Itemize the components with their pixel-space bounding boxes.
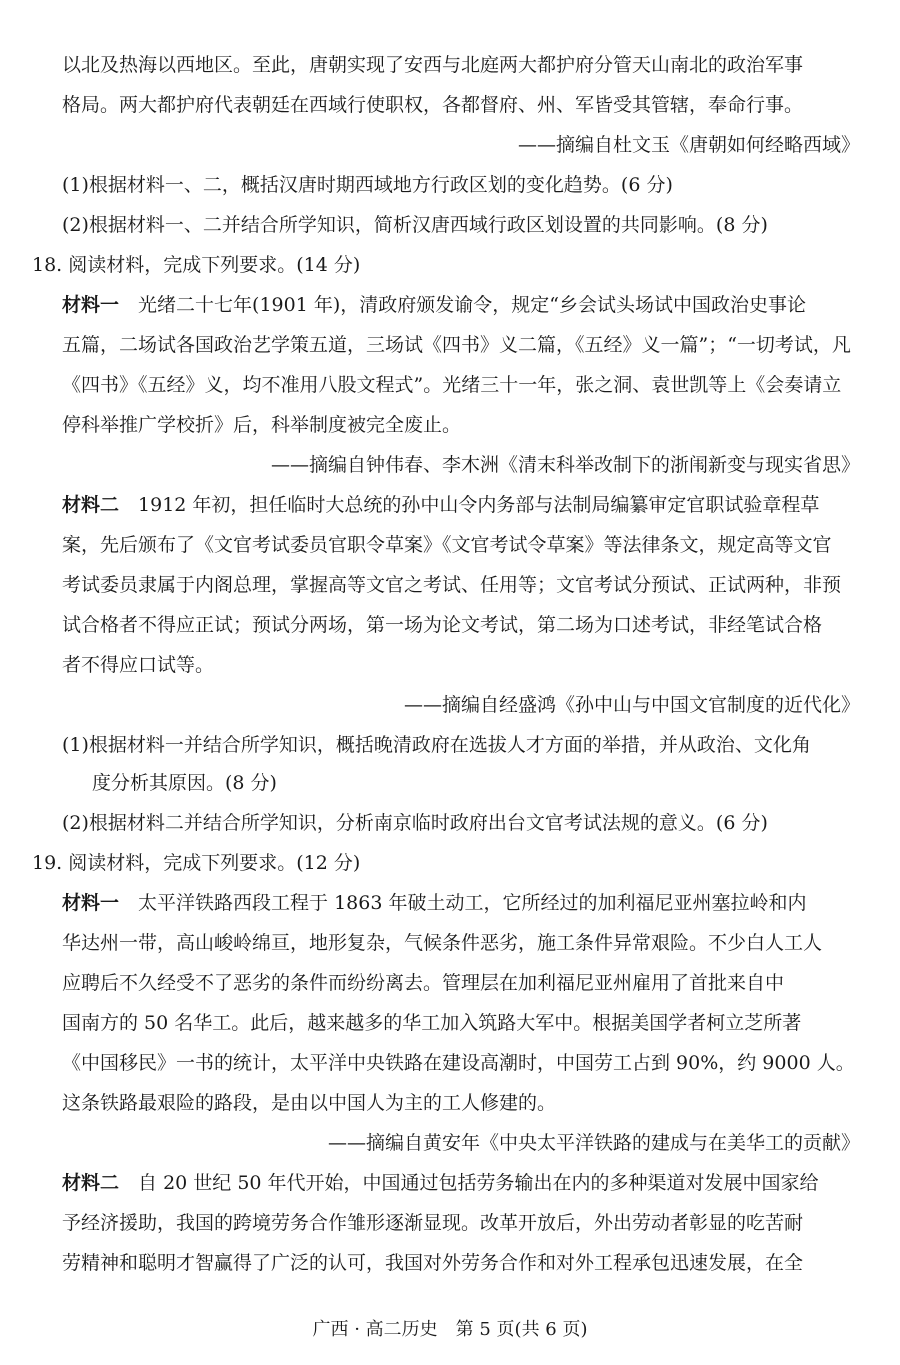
q19-m2-text-1: 自 20 世纪 50 年代开始，中国通过包括劳务输出在内的多种渠道对发展中国家给 <box>138 1172 819 1194</box>
q18-m2-line-4: 试合格者不得应正试；预试分两场，第一场为论文考试，第二场为口述考试，非经笔试合格 <box>62 614 823 636</box>
q18-sub1-line-1: (1)根据材料一并结合所学知识，概括晚清政府在选拔人才方面的举措，并从政治、文化角 <box>62 734 811 756</box>
q18-m1-line-3: 《四书》《五经》义，均不准用八股文程式”。光绪三十一年，张之洞、袁世凯等上《会奏请立 <box>62 374 842 396</box>
q18-m1-source: ——摘编自钟伟春、李木洲《清末科举改制下的浙闱新变与现实省思》 <box>270 454 860 476</box>
q18-m1-line-1 <box>62 292 862 318</box>
q19-m1-source: ——摘编自黄安年《中央太平洋铁路的建成与在美华工的贡献》 <box>327 1132 860 1154</box>
q18-sub1-line-2: 度分析其原因。(8 分) <box>92 772 277 794</box>
intro-line-2: 格局。两大都护府代表朝廷在西域行使职权，各都督府、州、军皆受其管辖，奉命行事。 <box>62 94 804 116</box>
q19-m2-label: 材料二 <box>62 1172 120 1194</box>
q19-m1-line-4: 国南方的 50 名华工。此后，越来越多的华工加入筑路大军中。根据美国学者柯立芝所著 <box>62 1012 802 1034</box>
q19-title: 19. 阅读材料，完成下列要求。(12 分) <box>32 852 361 874</box>
q18-m2-line-5: 者不得应口试等。 <box>62 654 215 676</box>
q18-sub2: (2)根据材料二并结合所学知识，分析南京临时政府出台文官考试法规的意义。(6 分) <box>62 812 768 834</box>
q18-m2-line-3: 考试委员隶属于内阁总理，掌握高等文官之考试、任用等；文官考试分预试、正试两种，非预 <box>62 574 842 596</box>
q18-m2-source: ——摘编自经盛鸿《孙中山与中国文官制度的近代化》 <box>403 694 860 716</box>
q18-m2-line-1 <box>62 492 862 518</box>
q19-m1-line-3: 应聘后不久经受不了恶劣的条件而纷纷离去。管理层在加利福尼亚州雇用了首批来自中 <box>62 972 785 994</box>
q18-m1-line-2: 五篇，二场试各国政治艺学策五道，三场试《四书》义二篇，《五经》义一篇”；“一切考试，凡 <box>62 334 851 356</box>
q17-sub1: (1)根据材料一、二，概括汉唐时期西域地方行政区划的变化趋势。(6 分) <box>62 174 673 196</box>
q18-m2-label: 材料二 <box>62 494 120 516</box>
q18-m1-line-4: 停科举推广学校折》后，科举制度被完全废止。 <box>62 414 462 436</box>
q17-sub2: (2)根据材料一、二并结合所学知识，简析汉唐西域行政区划设置的共同影响。(8 分) <box>62 214 768 236</box>
q19-m1-text-1: 太平洋铁路西段工程于 1863 年破土动工，它所经过的加利福尼亚州塞拉岭和内 <box>138 892 807 914</box>
q18-m2-line-2: 案，先后颁布了《文官考试委员官职令草案》《文官考试令草案》等法律条文，规定高等文官 <box>62 534 832 556</box>
q18-title: 18. 阅读材料，完成下列要求。(14 分) <box>32 254 361 276</box>
q19-m1-line-2: 华达州一带，高山峻岭绵亘，地形复杂，气候条件恶劣，施工条件异常艰险。不少白人工人 <box>62 932 823 954</box>
intro-line-1: 以北及热海以西地区。至此，唐朝实现了安西与北庭两大都护府分管天山南北的政治军事 <box>62 54 804 76</box>
q19-m1-line-1 <box>62 890 862 916</box>
q18-m2-text-1: 1912 年初，担任临时大总统的孙中山令内务部与法制局编纂审定官职试验章程草 <box>138 494 820 516</box>
q19-m2-line-3: 劳精神和聪明才智赢得了广泛的认可，我国对外劳务合作和对外工程承包迅速发展，在全 <box>62 1252 804 1274</box>
q18-m1-text-1: 光绪二十七年(1901 年)，清政府颁发谕令，规定“乡会试头场试中国政治史事论 <box>138 294 806 316</box>
q19-m2-line-2: 予经济援助，我国的跨境劳务合作雏形逐渐显现。改革开放后，外出劳动者彰显的吃苦耐 <box>62 1212 804 1234</box>
q19-m2-line-1 <box>62 1170 862 1196</box>
q19-m1-label: 材料一 <box>62 892 120 914</box>
page-footer: 广西 · 高二历史 第 5 页(共 6 页) <box>312 1319 588 1340</box>
q19-m1-line-5: 《中国移民》一书的统计，太平洋中央铁路在建设高潮时，中国劳工占到 90%，约 9000 人。 <box>62 1052 855 1074</box>
intro-source: ——摘编自杜文玉《唐朝如何经略西域》 <box>517 134 860 156</box>
q18-m1-label: 材料一 <box>62 294 120 316</box>
q19-m1-line-6: 这条铁路最艰险的路段，是由以中国人为主的工人修建的。 <box>62 1092 557 1114</box>
